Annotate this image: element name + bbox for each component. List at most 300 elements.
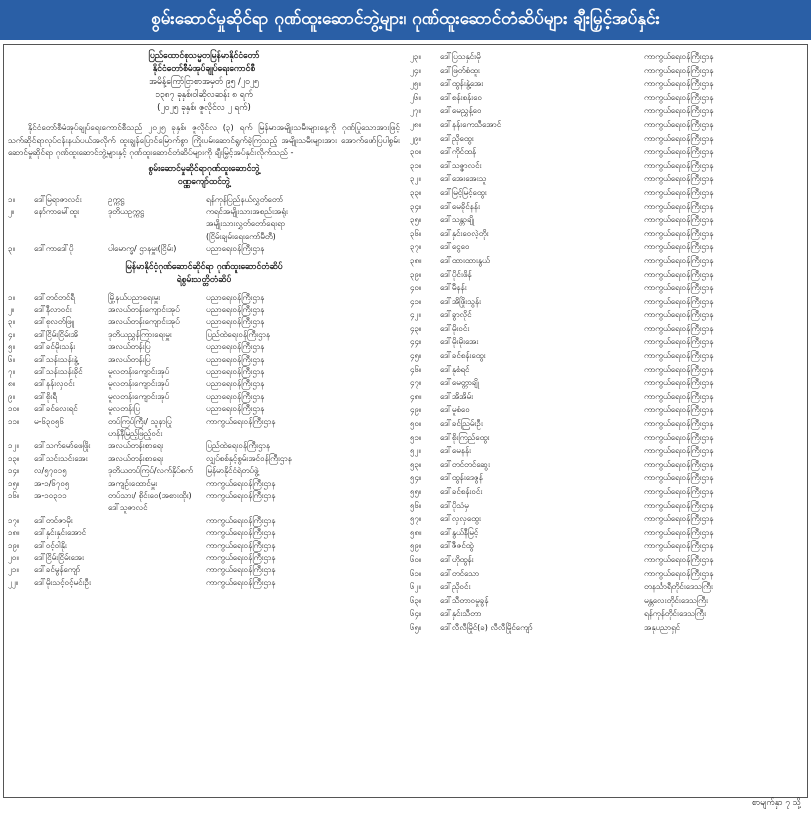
list-item <box>8 194 400 206</box>
item-name: ဒေါ်ငြိမ်းငြိမ်းအေး <box>34 553 84 563</box>
item-name: ဒေါ်ပိုသံမှ <box>440 500 469 510</box>
item-number: ၄၃။ <box>410 323 422 333</box>
item-number: ၆၁။ <box>410 568 422 578</box>
item-name: ဒေါ်မေနန်း <box>440 446 472 456</box>
item-department: ကာကွယ်ရေးဝန်ကြီးဌာန <box>644 228 714 238</box>
item-number: ၄၁။ <box>410 296 422 306</box>
item-department: ကာကွယ်ရေးဝန်ကြီးဌာန <box>644 147 714 157</box>
list-item <box>410 553 804 567</box>
item-position <box>108 577 206 589</box>
list-item <box>8 231 400 243</box>
list-item <box>410 118 804 132</box>
list-item <box>8 304 400 316</box>
item-number <box>8 218 34 230</box>
item-number: ၅၉။ <box>410 541 422 551</box>
item-name: ဒေါ်လှလှထွေး <box>440 514 481 524</box>
item-department: ကာကွယ်ရေးဝန်ကြီးဌာန <box>644 92 714 102</box>
item-number: ၅၇။ <box>410 514 422 524</box>
item-name: ဒေါ်သန္တာချို <box>440 215 474 225</box>
item-number: ၁၇။ <box>8 515 20 525</box>
item-number: ၅၆။ <box>410 500 422 510</box>
list-item <box>410 349 804 363</box>
item-name: ဒေါ်ညိုဝင်း <box>440 582 471 592</box>
list-item <box>8 552 400 564</box>
item-name: ဒေါ်ဇီဇင်ထွဲ <box>440 541 474 551</box>
item-department: ပညာရေးဝန်ကြီးဌာန <box>206 317 265 327</box>
item-position <box>108 552 206 564</box>
item-number: ၄၂။ <box>410 310 421 320</box>
item-name: ဒေါ်ထွန်းနွဲ့အေး <box>440 79 484 89</box>
item-number: ၅၃။ <box>410 459 422 469</box>
item-position: ဒုတိယတပ်ကြပ်/လက်နှိပ်စက် <box>108 466 193 476</box>
item-department: ကာကွယ်ရေးဝန်ကြီးဌာန <box>644 351 714 361</box>
item-number: ၅၈။ <box>410 527 422 537</box>
item-number: ၁၅။ <box>8 478 20 488</box>
item-department: ကာကွယ်ရေးဝန်ကြီးဌာန <box>644 500 714 510</box>
item-department: ပညာရေးဝန်ကြီးဌာန <box>206 342 265 352</box>
item-department: ကာကွယ်ရေးဝန်ကြီးဌာန <box>206 565 276 575</box>
item-department: ကာကွယ်ရေးဝန်ကြီးဌာန <box>206 491 276 501</box>
list-item <box>410 308 804 322</box>
item-position: အလယ်တန်းကျောင်းအုပ် <box>108 317 180 327</box>
item-name: ဒေါ်သဇ္ဇာလင်း <box>440 160 482 170</box>
item-department: ကာကွယ်ရေးဝန်ကြီးဌာန <box>206 540 276 550</box>
item-department: ကာကွယ်ရေးဝန်ကြီးဌာန <box>644 201 714 211</box>
item-number: ၃၇။ <box>410 242 422 252</box>
item-position: တပ်သား/ စိုင်းဝေ(အစားထိုး) <box>108 491 192 501</box>
item-position <box>108 564 206 576</box>
item-department: ကာကွယ်ရေးဝန်ကြီးဌာန <box>644 554 714 564</box>
item-number: ၆၄။ <box>410 609 422 619</box>
item-name: ဒေါ်နုစံရင် <box>440 364 470 374</box>
item-name: ဒေါ်စန်းစန်းဝေ <box>440 92 482 102</box>
item-number: ၁၁။ <box>8 416 20 426</box>
item-name: ဒေါ်လီလီမြိုင်(ခ) လီလီမြိုင်ကျော် <box>440 622 533 632</box>
list-item <box>410 431 804 445</box>
list-item <box>410 567 804 581</box>
list-item <box>8 292 400 304</box>
item-number: ၂၈။ <box>410 119 421 129</box>
item-number: ၃။ <box>8 317 15 327</box>
item-department: ကာကွယ်ရေးဝန်ကြီးဌာန <box>644 65 714 75</box>
item-position <box>108 231 206 243</box>
item-name: ဒေါ်စိုးရီ <box>34 391 57 401</box>
item-number: ၂၄။ <box>410 65 421 75</box>
item-department: ကာကွယ်ရေးဝန်ကြီးဌာန <box>644 323 714 333</box>
item-name: ဒေါ်နန်းကေသီအောင် <box>440 119 502 129</box>
item-number: ၄၄။ <box>410 337 422 347</box>
item-name: နော်ကာမေါ်ထူး <box>34 206 80 216</box>
item-number: ၃၈။ <box>410 255 422 265</box>
item-name: ဒေါ်မြရာဇာလင်း <box>34 194 82 204</box>
item-position: မူလတန်းပြ <box>108 404 140 414</box>
item-department: ကာကွယ်ရေးဝန်ကြီးဌာန <box>644 459 714 469</box>
item-number: ၆၂။ <box>410 582 421 592</box>
item-name: ဒေါ်နှင်းဝေလဲ့တိုး <box>440 228 489 238</box>
item-name: ဒေါ်ခင်မိုးသန်း <box>34 342 76 352</box>
item-department: ကာကွယ်ရေးဝန်ကြီးဌာန <box>644 296 714 306</box>
item-name: လ/၅၇၀၁၅ <box>34 466 67 476</box>
continued-note: စာမျက်နှာ ၇ သို့ <box>751 798 801 808</box>
item-number: ၆၃။ <box>410 595 422 605</box>
item-department: ပညာရေးဝန်ကြီးဌာန <box>206 379 265 389</box>
item-name: ဒေါ်ကိုင်ထန် <box>440 147 476 157</box>
list-item <box>410 295 804 309</box>
list-item <box>410 77 804 91</box>
item-name: ဒေါ်အေးအေးသူ <box>440 174 487 184</box>
item-department: ပညာရေးဝန်ကြီးဌာန <box>206 244 265 254</box>
item-position: အလယ်တန်းပြ <box>108 342 151 352</box>
list-item <box>8 354 400 366</box>
item-department: ကာကွယ်ရေးဝန်ကြီးဌာန <box>644 514 714 524</box>
section2-title: မြန်မာနိုင်ငံ့ဂုဏ်ဆောင်ဆိုင်ရာ ဂုဏ်ထူးဆောင်တံဆိပ် <box>125 261 283 272</box>
item-number: ၁၄။ <box>8 466 20 476</box>
item-department: ကာကွယ်ရေးဝန်ကြီးဌာန <box>644 242 714 252</box>
item-number: ၃၉။ <box>410 269 422 279</box>
list-item <box>410 50 804 64</box>
item-number: ၃၆။ <box>410 228 422 238</box>
list-item <box>8 440 400 452</box>
list-item <box>410 213 804 227</box>
list-item <box>410 512 804 526</box>
list-item <box>8 453 400 465</box>
item-number: ၉။ <box>8 391 15 401</box>
list-item <box>8 403 400 415</box>
item-name: ဒေါ်ခင်စန်းထွေး <box>440 351 486 361</box>
item-department: ပညာရေးဝန်ကြီးဌာန <box>206 292 265 302</box>
item-name: ဒေါ်ခင်စန်းဝင်း <box>440 487 483 496</box>
item-name: ဒေါ်မေခိုင်နန်း <box>440 201 480 211</box>
item-number: ၁၃။ <box>8 453 20 463</box>
item-number: ၈။ <box>8 379 15 389</box>
item-department: ပညာရေးဝန်ကြီးဌာန <box>206 404 265 414</box>
item-department: မြန်မာနိုင်ငံရဲတပ်ဖွဲ့ <box>206 466 259 476</box>
list-item <box>410 444 804 458</box>
list-item <box>410 499 804 513</box>
banner <box>0 0 811 40</box>
item-department: ကာကွယ်ရေးဝန်ကြီးဌာန <box>644 133 714 143</box>
item-department: ကာကွယ်ရေးဝန်ကြီးဌာန <box>644 215 714 225</box>
item-number: ၃၃။ <box>410 187 422 197</box>
item-number: ၂၀။ <box>8 553 19 563</box>
list-item <box>410 91 804 105</box>
item-department: (ငြိမ်းချမ်းရေးကော်မီတီ) <box>206 231 276 241</box>
item-department: ကာကွယ်ရေးဝန်ကြီးဌာန <box>644 187 714 197</box>
item-name: ဒေါ်ထွန်းဒေဇွန် <box>440 473 483 483</box>
item-department: ကရင်အမျိုးသားအစည်းအရုံး <box>206 206 288 216</box>
item-number: ၃။ <box>8 244 15 254</box>
item-department: ကာကွယ်ရေးဝန်ကြီးဌာန <box>644 283 714 293</box>
item-name: ဒေါ်သက်မော်ဖေဖြိုး <box>34 441 91 451</box>
list-item <box>8 206 400 218</box>
item-number: ၂၃။ <box>410 52 421 61</box>
list-item <box>410 471 804 485</box>
item-number: ၁၀။ <box>8 404 20 414</box>
item-department: ပညာရေးဝန်ကြီးဌာန <box>206 391 265 401</box>
item-department <box>206 502 400 514</box>
list-item <box>410 64 804 78</box>
item-department <box>206 428 400 440</box>
item-department: အမျိုးသားလွှတ်တော်ရေးရာ <box>206 219 285 229</box>
item-number: ၆။ <box>8 354 15 364</box>
list-item <box>410 335 804 349</box>
item-name: ဒေါ်မေတ္တာချို <box>440 378 479 388</box>
list-item <box>410 376 804 390</box>
item-department: ကာကွယ်ရေးဝန်ကြီးဌာန <box>644 405 714 415</box>
item-number: ၁၉။ <box>8 540 20 550</box>
left-column <box>8 50 400 589</box>
item-department: ကာကွယ်ရေးဝန်ကြီးဌာန <box>644 269 714 279</box>
item-number: ၃၂။ <box>410 174 421 184</box>
item-position: ဥက္ကဋ္ဌ <box>108 194 125 204</box>
list-item <box>410 322 804 336</box>
item-department: ကာကွယ်ရေးဝန်ကြီးဌာန <box>644 378 714 388</box>
item-number: ၄၉။ <box>410 405 422 415</box>
item-position: မူလတန်းကျောင်းအုပ် <box>108 391 170 401</box>
list-item <box>8 316 400 328</box>
item-position: အလယ်တန်းပြ <box>108 354 151 364</box>
item-department: ပညာရေးဝန်ကြီးဌာန <box>206 354 265 364</box>
list-item <box>8 341 400 353</box>
item-name: ဒေါ်သီတာဝမှုခွန် <box>440 595 489 605</box>
item-name <box>34 428 108 440</box>
list-item <box>8 366 400 378</box>
item-department: ကာကွယ်ရေးဝန်ကြီးဌာန <box>644 487 714 496</box>
item-department: ရန်ကုန်ပြည်နယ်လွှတ်တော် <box>206 194 283 204</box>
item-position <box>108 527 206 539</box>
item-number: ၄၅။ <box>410 351 422 361</box>
item-department: ကာကွယ်ရေးဝန်ကြီးဌာန <box>644 527 714 537</box>
list-item <box>410 417 804 431</box>
item-name <box>34 231 108 243</box>
list-item <box>8 218 400 230</box>
item-name: ဒေါ်စိုးကြည်ထွေး <box>440 432 490 442</box>
section1-list <box>8 194 400 256</box>
item-department: တနင်္သာရီတိုင်းဒေသကြီး <box>644 582 713 592</box>
item-position: ဟန်နီမြည့်ဖြည့်ဝင်း <box>108 429 163 438</box>
item-department: ရန်ကုန်တိုင်းဒေသကြီး <box>644 609 707 619</box>
list-item <box>410 390 804 404</box>
item-name: ဒေါ်မိုးသင့်ဝင့်မင်းဦး <box>34 577 92 587</box>
list-item <box>410 539 804 553</box>
item-position: မြို့နယ်ပညာရေးမှူး <box>108 292 161 302</box>
item-number: ၂၂။ <box>8 577 19 587</box>
item-name: ဒေါ်နီလာဝင်း <box>34 304 72 314</box>
item-name: ဒေါ်သင်းသင်းအေး <box>34 453 88 463</box>
list-item <box>410 363 804 377</box>
list-item <box>410 186 804 200</box>
list-item <box>410 159 804 173</box>
list-item <box>8 243 400 255</box>
item-number: ၂။ <box>8 206 15 216</box>
item-name: ဒေါ်မြင့်မြင့်ထွေး <box>440 187 487 197</box>
list-item <box>410 145 804 159</box>
item-name: ဒေါ်မိုးမိုးအေး <box>440 337 479 347</box>
item-number: ၂၁။ <box>8 565 19 575</box>
item-position <box>108 515 206 527</box>
section2-subtitle: ရဲစွမ်းသတ္တိတံဆိပ် <box>176 274 232 285</box>
item-department: ပညာရေးဝန်ကြီးဌာန <box>206 366 265 376</box>
item-number <box>8 231 34 243</box>
item-name: ဒေါ်တင်တင်ဆွေး <box>440 459 491 469</box>
item-number <box>8 502 34 514</box>
list-item <box>410 104 804 118</box>
list-item <box>410 403 804 417</box>
item-name: ဒေါ်အိအိမ်း <box>440 391 474 401</box>
item-name: ဒေါ်ခွာလိုင် <box>440 310 472 320</box>
item-name: ဒေါ်စုလတ်ဖြူ <box>34 317 74 327</box>
item-name: အ-၁/၆၇၀၅ <box>34 478 70 488</box>
item-department: ကာကွယ်ရေးဝန်ကြီးဌာန <box>644 473 714 483</box>
header-line-3: အမိန့်ကြော်ငြာစာအမှတ် ၉၅ /၂၀၂၅ <box>149 77 259 87</box>
list-item <box>8 378 400 390</box>
list-item <box>410 240 804 254</box>
item-number: ၅၅။ <box>410 487 422 496</box>
item-name: ဒေါ်သန်းသန်းနွဲ့ <box>34 354 78 364</box>
item-position: အကျဉ်းထောင်မှူး <box>108 478 158 488</box>
item-department: ကာကွယ်ရေးဝန်ကြီးဌာန <box>644 310 714 320</box>
item-name: အ-၁၀၃၁၁ <box>34 491 67 501</box>
item-number: ၄၀။ <box>410 283 422 293</box>
item-number: ၅၂။ <box>410 446 421 456</box>
list-item <box>410 200 804 214</box>
item-name: ဒေါ်ငြိမ်းငြိမ်းအိ <box>34 329 78 339</box>
item-number: ၂၇။ <box>410 106 421 116</box>
banner-title: စွမ်းဆောင်မှုဆိုင်ရာ ဂုဏ်ထူးဆောင်ဘွဲ့များ၊ ဂုဏ်ထူးဆောင်တံဆိပ်များ ချီးမြှင့်အပ်နှင်း <box>151 8 660 29</box>
item-number: ၆၅။ <box>410 622 422 632</box>
item-name <box>34 502 108 514</box>
item-department: ကာကွယ်ရေးဝန်ကြီးဌာန <box>644 432 714 442</box>
list-item <box>8 428 400 440</box>
item-department: ပြည်ထဲရေးဝန်ကြီးဌာန <box>206 441 271 451</box>
item-name: ဒေါ်တင်တင်ရီ <box>34 292 75 302</box>
item-department: အနုပညာရှင် <box>644 622 681 632</box>
item-number: ၄။ <box>8 329 15 339</box>
item-number: ၄၈။ <box>410 391 422 401</box>
list-item <box>8 540 400 552</box>
item-name: ဒေါ်မီနန်း <box>440 283 467 293</box>
item-name: ဒေါ်ညိုထွေး <box>440 133 474 143</box>
list-item <box>410 281 804 295</box>
item-department: ပြည်ထဲရေးဝန်ကြီးဌာန <box>206 329 271 339</box>
item-name: ဒေါ်ခင်လေးရင် <box>34 404 78 414</box>
item-department: ကာကွယ်ရေးဝန်ကြီးဌာန <box>644 364 714 374</box>
list-item <box>8 577 400 589</box>
item-name: ဒေါ်ဖြတ်စံထူး <box>440 65 480 75</box>
list-item <box>8 502 400 514</box>
item-department: ကာကွယ်ရေးဝန်ကြီးဌာန <box>644 391 714 401</box>
item-number: ၂၆။ <box>410 92 421 102</box>
item-number: ၂၉။ <box>410 133 421 143</box>
item-number <box>8 428 34 440</box>
header-line-4: ၁၃၈၇ ခုနှစ်၊ဝါဆိုလဆန်း ၈ ရက် <box>155 90 253 100</box>
item-name: ဒေါ်ကာဒေါ်ပို <box>34 244 74 254</box>
item-position: မူလတန်းကျောင်းအုပ် <box>108 366 170 376</box>
list-item <box>8 515 400 527</box>
item-name: ဒေါ်နွယ်နီမြင့် <box>440 527 479 537</box>
list-item <box>410 132 804 146</box>
section1-title: စွမ်းဆောင်မှုဆိုင်ရာဂုဏ်ထူးဆောင်ဘွဲ့ <box>148 163 260 174</box>
item-department: ကာကွယ်ရေးဝန်ကြီးဌာန <box>644 119 714 129</box>
item-department: ကာကွယ်ရေးဝန်ကြီးဌာန <box>644 174 714 184</box>
item-number: ၅။ <box>8 342 15 352</box>
item-number: ၃၄။ <box>410 201 422 211</box>
intro-paragraph: နိုင်ငံတော်စီမံအုပ်ချုပ်ရေးကောင်စီသည် ၂၀၂၅ ခုနှစ်၊ ဇူလိုင်လ (၃) ရက် မြန်မာအမျိုးသမီးများနေ့ကို ဂုဏ်ပြုသောအားဖြင့် သက်ဆိုင်ရာလုပ်ငန်းနယ်ပယ်အလိုက် ထူးချွန်ပြောင်မြောက်စွာ ကြိုးပမ်းဆောင်ရွက်ခဲ့ကြသည့် အမျိုးသမီးများအား အောက်ဖော်ပြပါစွမ်းဆောင်မှုဆိုင်ရာ ဂုဏ်ထူးဆောင်ဘွဲ့များနှင့် ဂုဏ်ထူးဆောင်တံဆိပ်များကို ချီးမြှင့်အပ်နှင်းလိုက်သည် - <box>8 122 400 157</box>
item-name: ဒေါ်တင်သော <box>440 568 480 578</box>
list-item <box>410 607 804 621</box>
item-department: လျှပ်စစ်နှင့်စွမ်းအင်ဝန်ကြီးဌာန <box>206 453 292 463</box>
header-line-2: နိုင်ငံတော်စီမံအုပ်ချုပ်ရေးကောင်စီ <box>152 64 256 74</box>
item-number: ၂။ <box>8 304 15 314</box>
header-line-5: (၂၀၂၅ ခုနှစ်၊ ဇူလိုင်လ ၂ ရက်) <box>157 103 251 113</box>
item-number: ၁၆။ <box>8 491 20 501</box>
list-item <box>410 485 804 499</box>
list-item <box>8 490 400 502</box>
item-number: ၁၈။ <box>8 528 20 538</box>
item-number: ၅၀။ <box>410 419 422 429</box>
header-line-1: ပြည်ထောင်စုသမ္မတမြန်မာနိုင်ငံတော် <box>148 51 260 61</box>
item-position: အလယ်တန်းစာရေး <box>108 441 164 451</box>
item-number: ၄၆။ <box>410 364 422 374</box>
item-number: ၃၁။ <box>410 160 422 170</box>
item-position: ပါမောက္ခ/ ဌာနမှူး(ငြိမ်း) <box>108 244 177 254</box>
right-list <box>410 50 804 635</box>
list-item <box>8 465 400 477</box>
item-name: ဒေါ်နှင်းနှင်းအောင် <box>34 528 87 538</box>
item-department: ကာကွယ်ရေးဝန်ကြီးဌာန <box>206 553 276 563</box>
item-number: ၁၂။ <box>8 441 19 451</box>
list-item <box>410 254 804 268</box>
item-number: ၅၁။ <box>410 432 422 442</box>
item-name: ဒေါ်ပိုင်းဖိန် <box>440 269 472 279</box>
list-item <box>410 526 804 540</box>
item-number: ၃၀။ <box>410 147 422 157</box>
item-number: ၁။ <box>8 292 15 302</box>
item-name <box>34 218 108 230</box>
item-department: ကာကွယ်ရေးဝန်ကြီးဌာန <box>644 337 714 347</box>
item-position <box>108 218 206 230</box>
list-item <box>410 594 804 608</box>
item-department: ကာကွယ်ရေးဝန်ကြီးဌာန <box>644 106 714 116</box>
item-department: ကာကွယ်ရေးဝန်ကြီးဌာန <box>644 541 714 551</box>
item-position: တပ်ကြပ်ကြီး/ သူနာပြု <box>108 416 172 426</box>
item-department: ကာကွယ်ရေးဝန်ကြီးဌာန <box>644 52 714 61</box>
item-number: ၅၄။ <box>410 473 422 483</box>
item-name: ဒေါ်ထားထားနွယ် <box>440 255 490 265</box>
item-department: ကာကွယ်ရေးဝန်ကြီးဌာန <box>644 568 714 578</box>
section2-list <box>8 292 400 590</box>
list-item <box>8 329 400 341</box>
item-department: ကာကွယ်ရေးဝန်ကြီးဌာန <box>206 577 276 587</box>
list-item <box>410 458 804 472</box>
item-number: ၆၀။ <box>410 554 422 564</box>
item-department: ကာကွယ်ရေးဝန်ကြီးဌာန <box>206 478 276 488</box>
list-item <box>410 227 804 241</box>
item-name: ဒေါ်တင်ဇာမိုး <box>34 515 73 525</box>
section1-subtitle: ဝဏ္ဏကျော်ထင်ဘွဲ့ <box>177 176 231 187</box>
item-name: ဒေါ်မိုးဝင်း <box>440 323 470 333</box>
item-name: ဒေါ်ဝင့်ဝါနိုး <box>34 540 67 550</box>
item-name: ဒေါ်ပြသနှင်းမို <box>440 52 481 61</box>
item-department: ကာကွယ်ရေးဝန်ကြီးဌာန <box>644 160 714 170</box>
item-position: အလယ်တန်းကျောင်းအုပ် <box>108 304 180 314</box>
item-position: ဒုတိယညွှန်ကြားရေးမှူး <box>108 329 172 339</box>
item-position: မူလတန်းကျောင်းအုပ် <box>108 379 170 389</box>
item-name: ဒေါ်ဟိုထွန်း <box>440 554 474 564</box>
item-name: ဒေါ်ခင်မွန်ကျော် <box>34 565 81 575</box>
item-department: ကာကွယ်ရေးဝန်ကြီးဌာန <box>206 416 276 426</box>
item-number: ၁။ <box>8 194 15 204</box>
